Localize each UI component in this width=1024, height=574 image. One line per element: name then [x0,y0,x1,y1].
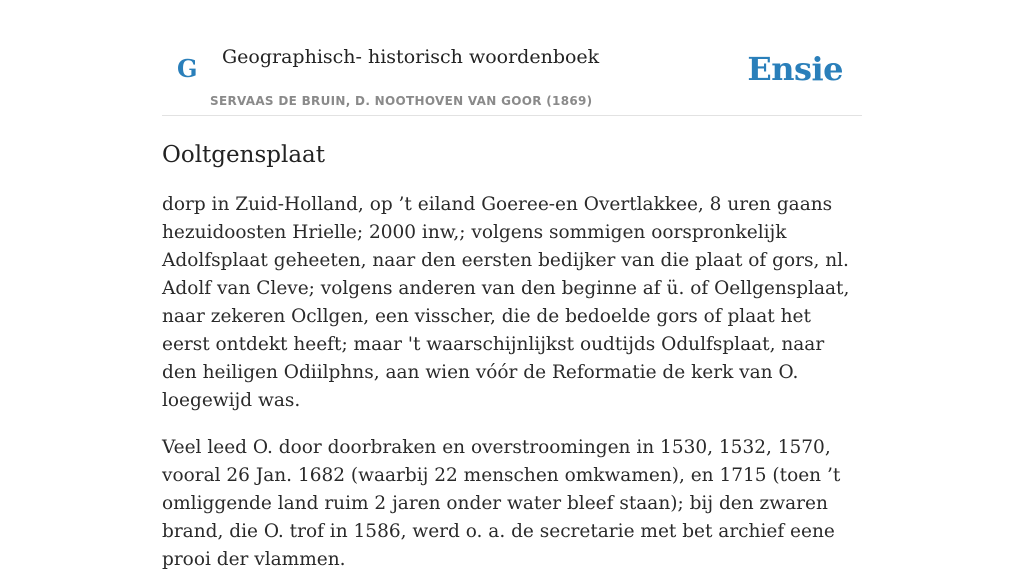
book-letter-badge[interactable]: G [177,54,198,83]
entry-body [162,191,862,574]
book-title-link[interactable]: Geographisch- historisch woordenboek [222,46,600,68]
book-header [162,0,862,116]
brand-logo-link[interactable]: Ensie [747,50,843,88]
page [162,0,862,574]
book-author: SERVAAS DE BRUIN, D. NOOTHOVEN VAN GOOR (1869) [210,94,593,108]
entry-paragraph: dorp in Zuid-Holland, op ’t eiland Goeree-en Overtlakkee, 8 uren gaans hezuidoosten Hrielle; 2000 inw,; volgens sommigen oorspronkelijk Adolfsplaat geheeten, naar den eersten bedijker van die plaat of gors, nl. Adolf van Cleve; volgens anderen van den beginne af ü. of Oellgensplaat, naar zekeren Ocllgen, een visscher, die de bedoelde gors of plaat het eerst ontdekt heeft; maar 't waarschijnlijkst oudtijds Odulfsplaat, naar den heiligen Odiilphns, aan wien vóór de Reformatie de kerk van O. loegewijd was. [162,194,850,411]
entry-title: Ooltgensplaat [162,142,325,168]
entry-paragraph: Veel leed O. door doorbraken en overstroomingen in 1530, 1532, 1570, vooral 26 Jan. 1682 (waarbij 22 menschen omkwamen), en 1715 (toen ’t omliggende land ruim 2 jaren onder water bleef staan); bij den zwaren brand, die O. trof in 1586, werd o. a. de secretarie met bet archief eene prooi der vlammen. [162,437,841,570]
